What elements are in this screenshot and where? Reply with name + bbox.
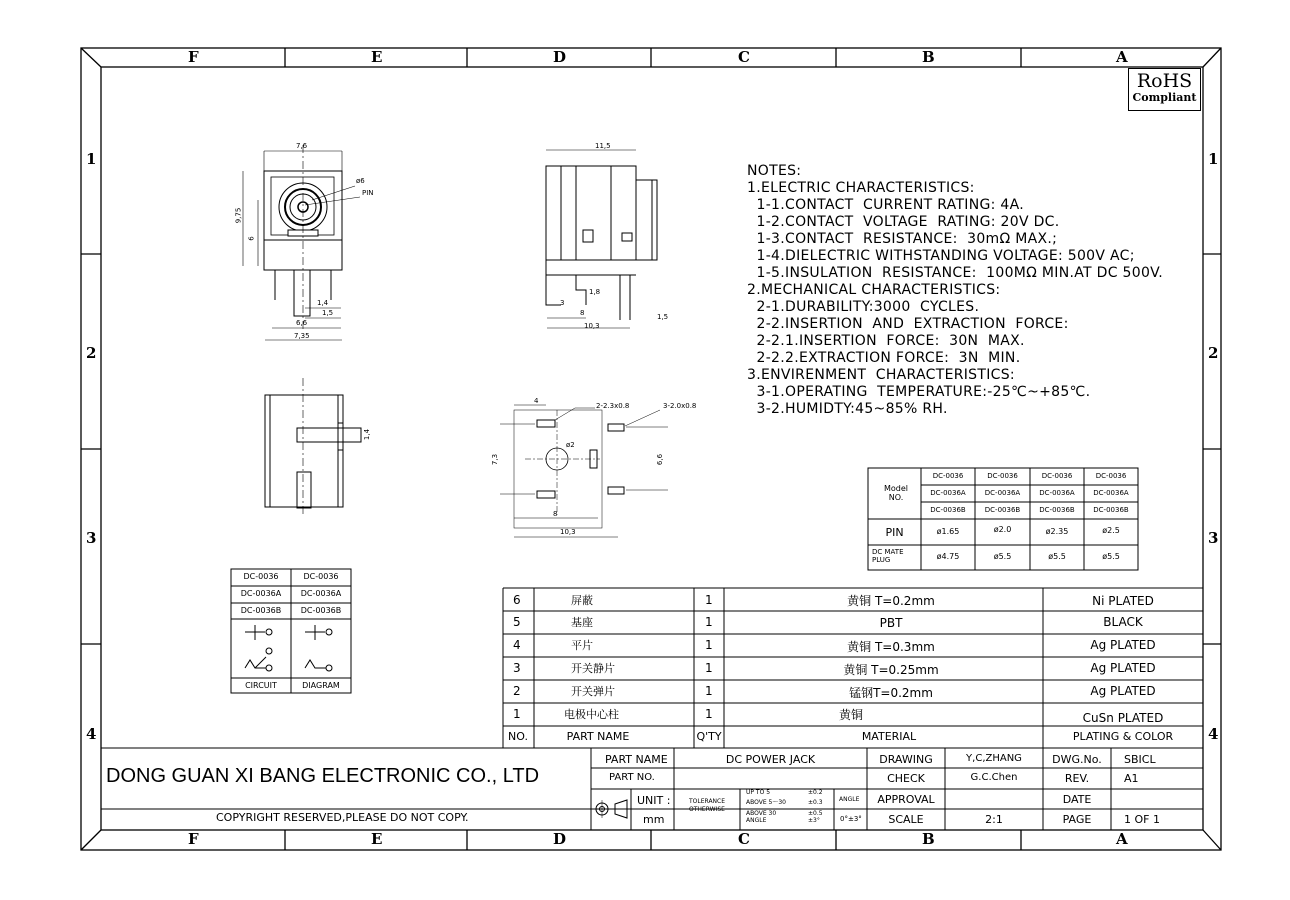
dwg-no-label: DWG.No. bbox=[1052, 753, 1102, 766]
bom-row-plating: CuSn PLATED bbox=[1082, 711, 1164, 725]
rev-value: A1 bbox=[1124, 772, 1139, 785]
bom-row-name: 开关静片 bbox=[571, 662, 615, 675]
col-label-top-B: B bbox=[922, 48, 935, 66]
page-label: PAGE bbox=[1062, 813, 1092, 826]
dim-front-pin: PIN bbox=[362, 189, 374, 197]
rohs-badge bbox=[1128, 68, 1201, 111]
model-cell: DC-0036A bbox=[1039, 489, 1075, 497]
row-label-right-4: 4 bbox=[1208, 725, 1219, 743]
part-name-label: PART NAME bbox=[605, 753, 668, 766]
bom-row-no: 1 bbox=[513, 707, 521, 721]
rev-label: REV. bbox=[1064, 772, 1090, 785]
diagram-label: DIAGRAM bbox=[302, 681, 340, 690]
bom-row-name: 平片 bbox=[571, 639, 593, 652]
plug-value: ø5.5 bbox=[1048, 552, 1066, 561]
dim-front-15: 1,5 bbox=[322, 309, 334, 317]
dim-front-d6: ø6 bbox=[356, 177, 365, 185]
drawing-value: Y,C,ZHANG bbox=[966, 753, 1022, 764]
circuit-model-cell: DC-0036 bbox=[243, 572, 279, 581]
bom-row-qty: 1 bbox=[705, 593, 713, 607]
rohs-title: RoHS bbox=[1136, 70, 1193, 92]
dim-front-6: 6 bbox=[247, 236, 256, 241]
scale-label: SCALE bbox=[888, 813, 924, 826]
bom-row-plating: Ag PLATED bbox=[1090, 684, 1156, 698]
bom-header-plating: PLATING & COLOR bbox=[1072, 730, 1174, 743]
dim-front-735: 7,35 bbox=[294, 332, 310, 340]
bom-row-no: 3 bbox=[513, 661, 521, 675]
row-label-right-1: 1 bbox=[1208, 150, 1219, 168]
notes-line: 3-1.OPERATING TEMPERATURE:-25℃~+85℃. bbox=[747, 384, 1091, 400]
pcb-holes-label-2: 3-2.0x0.8 bbox=[663, 402, 697, 410]
dim-pcb-73: 7,3 bbox=[491, 453, 500, 466]
bom-header-no: NO. bbox=[508, 730, 528, 743]
row-label-left-4: 4 bbox=[86, 725, 97, 743]
tolerance-row: ABOVE 30 ANGLE bbox=[746, 810, 777, 824]
notes-line: 1-1.CONTACT CURRENT RATING: 4A. bbox=[747, 197, 1025, 213]
circuit-model-cell: DC-0036B bbox=[240, 606, 282, 615]
dwg-no-value: SBICL bbox=[1124, 753, 1156, 766]
approval-label: APPROVAL bbox=[877, 793, 935, 806]
bom-row-plating: BLACK bbox=[1103, 615, 1143, 629]
bom-row-name: 电极中心柱 bbox=[564, 708, 619, 721]
page-value: 1 OF 1 bbox=[1124, 813, 1160, 826]
notes-line: 2-2.INSERTION AND EXTRACTION FORCE: bbox=[747, 316, 1069, 332]
col-label-top-D: D bbox=[553, 48, 567, 66]
pcb-holes-label-1: 2-2.3x0.8 bbox=[596, 402, 630, 410]
col-label-bottom-B: B bbox=[922, 830, 935, 848]
dim-side-115: 11,5 bbox=[595, 142, 611, 150]
part-no-label: PART NO. bbox=[609, 772, 655, 783]
bom-row-name: 屏蔽 bbox=[571, 594, 593, 607]
row-label-right-3: 3 bbox=[1208, 529, 1219, 547]
col-label-bottom-C: C bbox=[738, 830, 750, 848]
tolerance-row: UP TO 5 bbox=[746, 789, 771, 796]
bom-row-material: PBT bbox=[879, 616, 903, 630]
bom-row-qty: 1 bbox=[705, 638, 713, 652]
circuit-model-cell: DC-0036B bbox=[300, 606, 342, 615]
dim-bottom-14: 1,4 bbox=[363, 428, 372, 441]
dim-pcb-66: 6,6 bbox=[656, 453, 665, 466]
dim-side-8: 8 bbox=[580, 309, 585, 317]
dim-front-66: 6,6 bbox=[296, 319, 308, 327]
copyright-notice: COPYRIGHT RESERVED,PLEASE DO NOT COPY. bbox=[216, 811, 469, 824]
col-label-bottom-D: D bbox=[553, 830, 567, 848]
bom-header-material: MATERIAL bbox=[861, 730, 917, 743]
check-value: G.C.Chen bbox=[970, 772, 1018, 783]
model-cell: DC-0036B bbox=[984, 506, 1021, 514]
row-label-left-1: 1 bbox=[86, 150, 97, 168]
notes-line: 1-4.DIELECTRIC WITHSTANDING VOLTAGE: 500V AC; bbox=[747, 248, 1135, 264]
model-cell: DC-0036A bbox=[1093, 489, 1129, 497]
model-cell: DC-0036B bbox=[1039, 506, 1075, 514]
notes-line: 2-2.2.EXTRACTION FORCE: 3N MIN. bbox=[747, 350, 1021, 366]
bom-row-plating: Ag PLATED bbox=[1090, 661, 1156, 675]
notes-line: 1-5.INSULATION RESISTANCE: 100MΩ MIN.AT DC 500V. bbox=[747, 265, 1163, 281]
notes-block bbox=[747, 163, 1163, 418]
circuit-model-cell: DC-0036A bbox=[240, 589, 282, 598]
notes-line: 3.ENVIRENMENT CHARACTERISTICS: bbox=[747, 367, 1015, 383]
dim-side-18: 1,8 bbox=[589, 288, 601, 296]
col-label-top-C: C bbox=[738, 48, 750, 66]
bom-row-no: 4 bbox=[513, 638, 521, 652]
part-name-value: DC POWER JACK bbox=[725, 753, 816, 766]
model-no-label: Model NO. bbox=[883, 484, 909, 502]
bom-row-qty: 1 bbox=[705, 615, 713, 629]
dim-side-3: 3 bbox=[560, 299, 565, 307]
notes-line: 1-2.CONTACT VOLTAGE RATING: 20V DC. bbox=[747, 214, 1060, 230]
bom-row-qty: 1 bbox=[705, 684, 713, 698]
notes-line: 3-2.HUMIDTY:45~85% RH. bbox=[747, 401, 948, 417]
bom-header-qty: Q'TY bbox=[696, 730, 722, 743]
notes-line: 1.ELECTRIC CHARACTERISTICS: bbox=[747, 180, 975, 196]
bom-row-name: 基座 bbox=[571, 616, 593, 629]
bom-row-no: 5 bbox=[513, 615, 521, 629]
model-cell: DC-0036A bbox=[930, 489, 966, 497]
model-cell: DC-0036 bbox=[987, 472, 1018, 480]
notes-line: 2-1.DURABILITY:3000 CYCLES. bbox=[747, 299, 980, 315]
tolerance-row: ABOVE 5～30 bbox=[746, 799, 786, 806]
dim-pcb-4: 4 bbox=[534, 397, 539, 405]
col-label-bottom-A: A bbox=[1116, 830, 1128, 848]
model-cell: DC-0036 bbox=[932, 472, 964, 480]
notes-line: 2-2.1.INSERTION FORCE: 30N MAX. bbox=[747, 333, 1025, 349]
model-cell: DC-0036 bbox=[1041, 472, 1073, 480]
angle-value: 0°±3° bbox=[840, 815, 862, 823]
circuit-table-grid bbox=[229, 567, 353, 695]
bom-row-plating: Ni PLATED bbox=[1092, 594, 1154, 608]
plug-value: ø5.5 bbox=[993, 552, 1012, 561]
pin-value: ø2.0 bbox=[993, 525, 1012, 534]
scale-value: 2:1 bbox=[985, 813, 1003, 826]
row-label-left-2: 2 bbox=[86, 344, 97, 362]
notes-line: NOTES: bbox=[747, 163, 802, 179]
model-cell: DC-0036B bbox=[1093, 506, 1129, 514]
date-label: DATE bbox=[1062, 793, 1092, 806]
plug-value: ø4.75 bbox=[936, 552, 960, 561]
circuit-model-cell: DC-0036 bbox=[303, 572, 339, 581]
bom-row-plating: Ag PLATED bbox=[1090, 638, 1156, 652]
bom-row-material: 黄铜 T=0.2mm bbox=[847, 594, 935, 608]
bom-row-name: 开关弹片 bbox=[571, 685, 615, 698]
bom-row-material: 锰钢T=0.2mm bbox=[849, 686, 933, 700]
tolerance-row-value: ±0.3 bbox=[808, 799, 823, 806]
unit-label: UNIT : bbox=[637, 794, 671, 807]
company-name: DONG GUAN XI BANG ELECTRONIC CO., LTD bbox=[106, 765, 540, 787]
bom-row-material: 黄铜 bbox=[838, 708, 863, 722]
row-label-right-2: 2 bbox=[1208, 344, 1219, 362]
tolerance-label: TOLERANCE OTHERWISE bbox=[689, 798, 726, 813]
dim-pcb-103: 10,3 bbox=[560, 528, 576, 536]
plug-value: ø5.5 bbox=[1102, 552, 1120, 561]
dim-pcb-d2: ø2 bbox=[566, 441, 575, 449]
col-label-bottom-E: E bbox=[371, 830, 383, 848]
bom-header-name: PART NAME bbox=[566, 730, 630, 743]
angle-label: ANGLE bbox=[839, 796, 860, 803]
rohs-subtitle: Compliant bbox=[1132, 91, 1197, 104]
bottom-view-drawing bbox=[255, 375, 385, 520]
dim-front-14: 1,4 bbox=[317, 299, 329, 307]
side-view-drawing bbox=[535, 140, 675, 340]
row-label-left-3: 3 bbox=[86, 529, 97, 547]
dim-pcb-8: 8 bbox=[553, 510, 558, 518]
tolerance-row-value: ±0.2 bbox=[808, 789, 823, 796]
model-cell: DC-0036B bbox=[930, 506, 966, 514]
bom-row-qty: 1 bbox=[705, 707, 713, 721]
notes-line: 1-3.CONTACT RESISTANCE: 30mΩ MAX.; bbox=[747, 231, 1058, 247]
tolerance-row-value: ±0.5 ±3° bbox=[808, 810, 823, 824]
col-label-top-A: A bbox=[1116, 48, 1128, 66]
dim-front-height: 9,75 bbox=[234, 207, 243, 224]
pcb-layout-drawing bbox=[495, 395, 705, 545]
model-cell: DC-0036 bbox=[1095, 472, 1127, 480]
bom-row-qty: 1 bbox=[705, 661, 713, 675]
bom-row-no: 2 bbox=[513, 684, 521, 698]
unit-value: mm bbox=[643, 813, 665, 826]
dim-side-103: 10,3 bbox=[584, 322, 600, 330]
check-label: CHECK bbox=[887, 772, 925, 785]
dim-side-15: 1,5 bbox=[657, 313, 669, 321]
drawing-label: DRAWING bbox=[879, 753, 933, 766]
pin-label: PIN bbox=[885, 526, 904, 539]
col-label-bottom-F: F bbox=[188, 830, 199, 848]
pin-value: ø2.35 bbox=[1045, 527, 1069, 536]
bom-row-material: 黄铜 T=0.25mm bbox=[843, 663, 939, 677]
pin-value: ø2.5 bbox=[1102, 526, 1120, 535]
circuit-model-cell: DC-0036A bbox=[300, 589, 342, 598]
dim-front-width: 7,6 bbox=[296, 142, 308, 150]
bom-row-no: 6 bbox=[513, 593, 521, 607]
notes-line: 2.MECHANICAL CHARACTERISTICS: bbox=[747, 282, 1001, 298]
pin-value: ø1.65 bbox=[936, 527, 960, 536]
bom-row-material: 黄铜 T=0.3mm bbox=[847, 640, 935, 654]
model-cell: DC-0036A bbox=[984, 489, 1021, 497]
col-label-top-F: F bbox=[188, 48, 199, 66]
circuit-label: CIRCUIT bbox=[245, 681, 277, 690]
col-label-top-E: E bbox=[371, 48, 383, 66]
plug-label: DC MATE PLUG bbox=[872, 548, 904, 564]
